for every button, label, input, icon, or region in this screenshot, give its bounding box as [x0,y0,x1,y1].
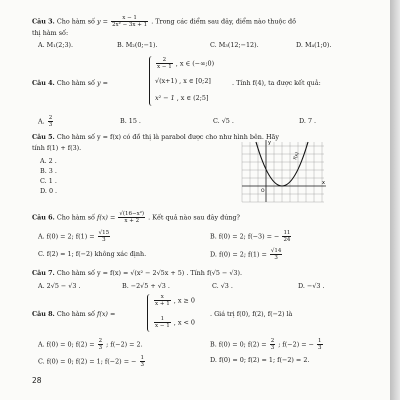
stem-text: Cho hàm số [56,79,95,87]
option-a: A. 2 . [40,157,57,165]
option-text: ; f(−2) = 2. [106,340,143,349]
option-text: D. f(0) = 2; f(1) = [210,250,267,259]
fraction [48,115,54,128]
option-text: C. f(0) = 0; f(2) = 1; f(−2) = − [38,357,137,366]
option-text: A. f(0) = 0; f(2) = [38,340,95,349]
denominator: 3 [274,255,278,261]
option-c [38,355,146,368]
expression: √(x+1) [155,77,178,85]
stem-text: Cho hàm số [56,17,95,26]
fraction [270,338,276,351]
option-d: D. 7 . [299,117,317,125]
denominator: x − 1 [157,64,172,70]
condition: , x < 0 [173,318,195,327]
option-b [210,338,324,351]
denominator: 3 [48,122,53,128]
origin-label: O [261,189,265,194]
option-c: C. √5 . [213,117,234,125]
option-d: D. f(0) = 0; f(2) = 1; f(−2) = 2. [210,356,310,364]
option-b: B. −2√5 + √3 . [122,282,170,290]
stem-tail: . Trong các điểm sau đây, điểm nào thuộc đồ [151,17,296,26]
denominator: x + 2 [124,218,140,224]
condition: , x ∈ (2;5] [176,94,209,102]
option-d [210,248,283,261]
question-8-tail: . Giá trị f(0), f(2), f(−2) là [210,310,293,318]
question-label: Câu 8. [32,310,55,318]
case-1 [153,294,195,307]
denominator: 3 [102,237,106,243]
func-lhs: y = [96,79,108,87]
curve-label: f(x) [293,151,301,161]
question-4-tail: . Tính f(4), ta được kết quả: [232,79,321,87]
numerator: 2 [48,115,53,121]
grid-lines [242,142,324,202]
question-6-stem [32,211,240,224]
option-a [38,338,143,351]
question-3-stem [32,15,296,28]
x-axis-label: x [322,180,325,186]
page-number: 28 [32,376,42,385]
question-8-stem [32,310,115,318]
fraction [111,15,148,28]
option-a [38,230,111,243]
option-text: ; f(−2) = − [278,340,314,349]
numerator: x [154,294,171,301]
fraction [118,211,145,224]
question-label: Câu 5. [32,133,55,141]
numerator: 11 [283,230,291,236]
func-lhs: y = [96,17,108,26]
option-c: C. M₃(12;−12). [210,41,259,49]
numerator: 2 [270,338,275,344]
numerator: x − 1 [111,15,148,22]
condition: , x ≥ 0 [173,296,195,305]
option-b: B. 3 . [40,167,57,175]
denominator: x + 1 [155,301,170,307]
option-b: B. M₂(0;−1). [117,41,158,49]
stem-tail: . Kết quả nào sau đây đúng? [148,213,240,222]
numerator: 1 [318,338,322,344]
numerator: 2 [98,338,103,344]
case-2 [155,77,211,85]
fraction [317,338,323,351]
option-b [210,230,292,243]
fraction [98,338,104,351]
case-1 [155,57,214,70]
question-label: Câu 4. [32,79,55,87]
piecewise-brace [149,56,154,106]
fraction [156,57,173,70]
numerator: √15 [98,230,110,236]
numerator: 1 [154,316,171,323]
option-text: B. f(0) = 2; f(−3) = − [210,232,280,241]
option-c: C. f(2) = 1; f(−2) không xác định. [38,250,147,258]
case-2 [153,316,195,329]
option-b: B. 15 . [120,117,141,125]
stem-text: Cho hàm số y = f(x) có đồ thị là parabol được cho như hình bên. Hãy [56,133,279,141]
denominator: 3 [140,362,144,368]
fraction [140,355,146,368]
option-a [38,115,54,128]
option-d: D. M₄(1;0). [296,41,332,49]
func-lhs: f(x) = [96,213,116,222]
func-lhs: f(x) = [96,310,116,318]
case-3 [155,94,208,102]
question-label: Câu 7. [32,269,55,277]
question-3-stem-cont: thị hàm số: [32,29,69,37]
stem-text: Cho hàm số y = f(x) = √(x² − 2√5x + 5) . Tính f(√5 − √3). [56,269,243,277]
stem-text: Cho hàm số [56,310,95,318]
y-axis-label: y [268,140,271,146]
option-prefix: A. [38,117,45,126]
denominator: 2x² − 3x + 1 [112,22,148,28]
question-label: Câu 3. [32,17,55,26]
option-d: D. −√3 . [298,282,325,290]
fraction [98,230,111,243]
condition: , x ∈ (−∞;0) [175,59,215,68]
numerator: 1 [140,355,144,361]
denominator: 3 [318,345,322,351]
option-text: A. f(0) = 2; f(1) = [38,232,95,241]
piecewise-brace [147,294,152,332]
denominator: 3 [98,345,103,351]
numerator: 2 [156,57,173,64]
page-edge-shadow [390,0,400,400]
fraction [154,294,171,307]
numerator: √14 [270,248,282,254]
expression: x² − 1 [155,94,175,102]
condition: , x ∈ [0;2] [179,77,211,85]
option-d: D. 0 . [40,187,58,195]
parabola-graph [236,138,328,204]
question-7-stem [32,269,242,277]
option-a: A. M₁(2;3). [38,41,74,49]
option-c: C. 1 . [40,177,57,185]
denominator: x − 1 [155,323,170,329]
denominator: 3 [270,345,275,351]
question-label: Câu 6. [32,213,55,222]
numerator: √(16−x²) [119,211,145,217]
denominator: 24 [283,237,291,243]
stem-text: Cho hàm số [56,213,95,222]
option-a: A. 2√5 − √3 . [38,282,81,290]
option-text: B. f(0) = 0; f(2) = [210,340,267,349]
question-4-stem [32,79,108,87]
fraction [154,316,171,329]
option-c: C. √3 . [212,282,233,290]
question-5-stem-cont: tính f(1) + f(3). [32,144,82,152]
fraction [270,248,283,261]
fraction [282,230,291,243]
